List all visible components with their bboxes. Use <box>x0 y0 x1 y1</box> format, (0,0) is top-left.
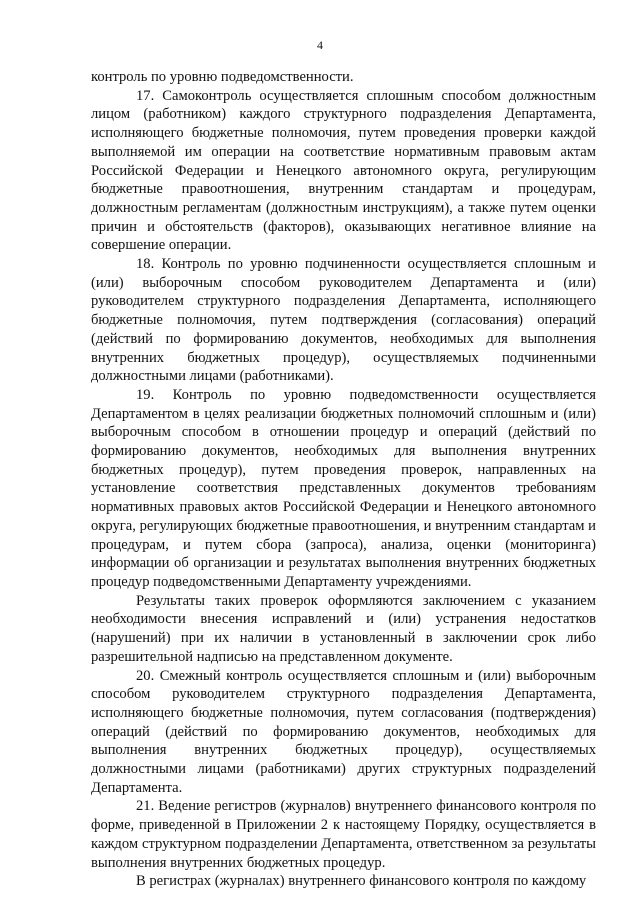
document-body <box>91 68 596 891</box>
paragraph-21-registers: 21. Ведение регистров (журналов) внутреннего финансового контроля по форме, приведенной в Приложении 2 к настоящему Порядку, осуществляется в каждом структурном подразделении Департамента, ответственном за результаты выполнения внутренних бюджетных процедур. <box>91 798 596 871</box>
paragraph-inspection-results: Результаты таких проверок оформляются заключением с указанием необходимости внесения исправлений и (или) устранения недостатков (нарушений) при их наличии в установленный в заключении срок либо разрешительной надписью на представленном документе. <box>91 592 596 665</box>
paragraph-registers-content: В регистрах (журналах) внутреннего финансового контроля по каждому <box>136 873 587 890</box>
page-number: 4 <box>317 38 323 52</box>
paragraph-18-subordination-control: 18. Контроль по уровню подчиненности осуществляется сплошным и (или) выборочным способом руководителем Департамента и (или) руководителем структурного подразделения Департамента, исполняющего бюджетные полномочия, путем подтверждения (согласования) операций (действий по формированию документов, необходимых для выполнения внутренних бюджетных процедур), осуществляемых подчиненными должностными лицами (работниками). <box>91 256 596 385</box>
paragraph-20-adjacent-control: 20. Смежный контроль осуществляется сплошным и (или) выборочным способом руководителем структурного подразделения Департамента, исполняющего бюджетные полномочия, путем согласования (подтверждения) операций (действий по формированию документов, необходимых для выполнения внутренних бюджетных процедур), осуществляемых должностными лицами (работниками) других структурных подразделений Департамента. <box>91 667 596 796</box>
paragraph-continuation: контроль по уровню подведомственности. <box>91 69 354 85</box>
paragraph-17-self-control: 17. Самоконтроль осуществляется сплошным способом должностным лицом (работником) каждого структурного подразделения Департамента, исполняющего бюджетные полномочия, путем проведения проверки каждой выполняемой им операции на соответствие нормативным правовым актам Российской Федерации и Ненецкого автономного округа, регулирующим бюджетные правоотношения, внутренним стандартам и процедурам, должностным регламентам (должностным инструкциям), а также путем оценки причин и обстоятельств (факторов), оказывающих негативное влияние на совершение операции. <box>91 87 596 254</box>
paragraph-19-jurisdiction-control: 19. Контроль по уровню подведомственности осуществляется Департаментом в целях реализации бюджетных полномочий сплошным и (или) выборочным способом в отношении процедур и операций (действий по формированию документов, необходимых для выполнения внутренних бюджетных процедур), путем проведения проверок, направленных на установление соответствия представленных документов требованиям нормативных правовых актов Российской Федерации и Ненецкого автономного округа, регулирующих бюджетные правоотношения, и внутренним стандартам и процедурам, и путем сбора (запроса), анализа, оценки (мониторинга) информации об организации и результатах выполнения внутренних бюджетных процедур подведомственными Департаменту учреждениями. <box>91 386 596 590</box>
